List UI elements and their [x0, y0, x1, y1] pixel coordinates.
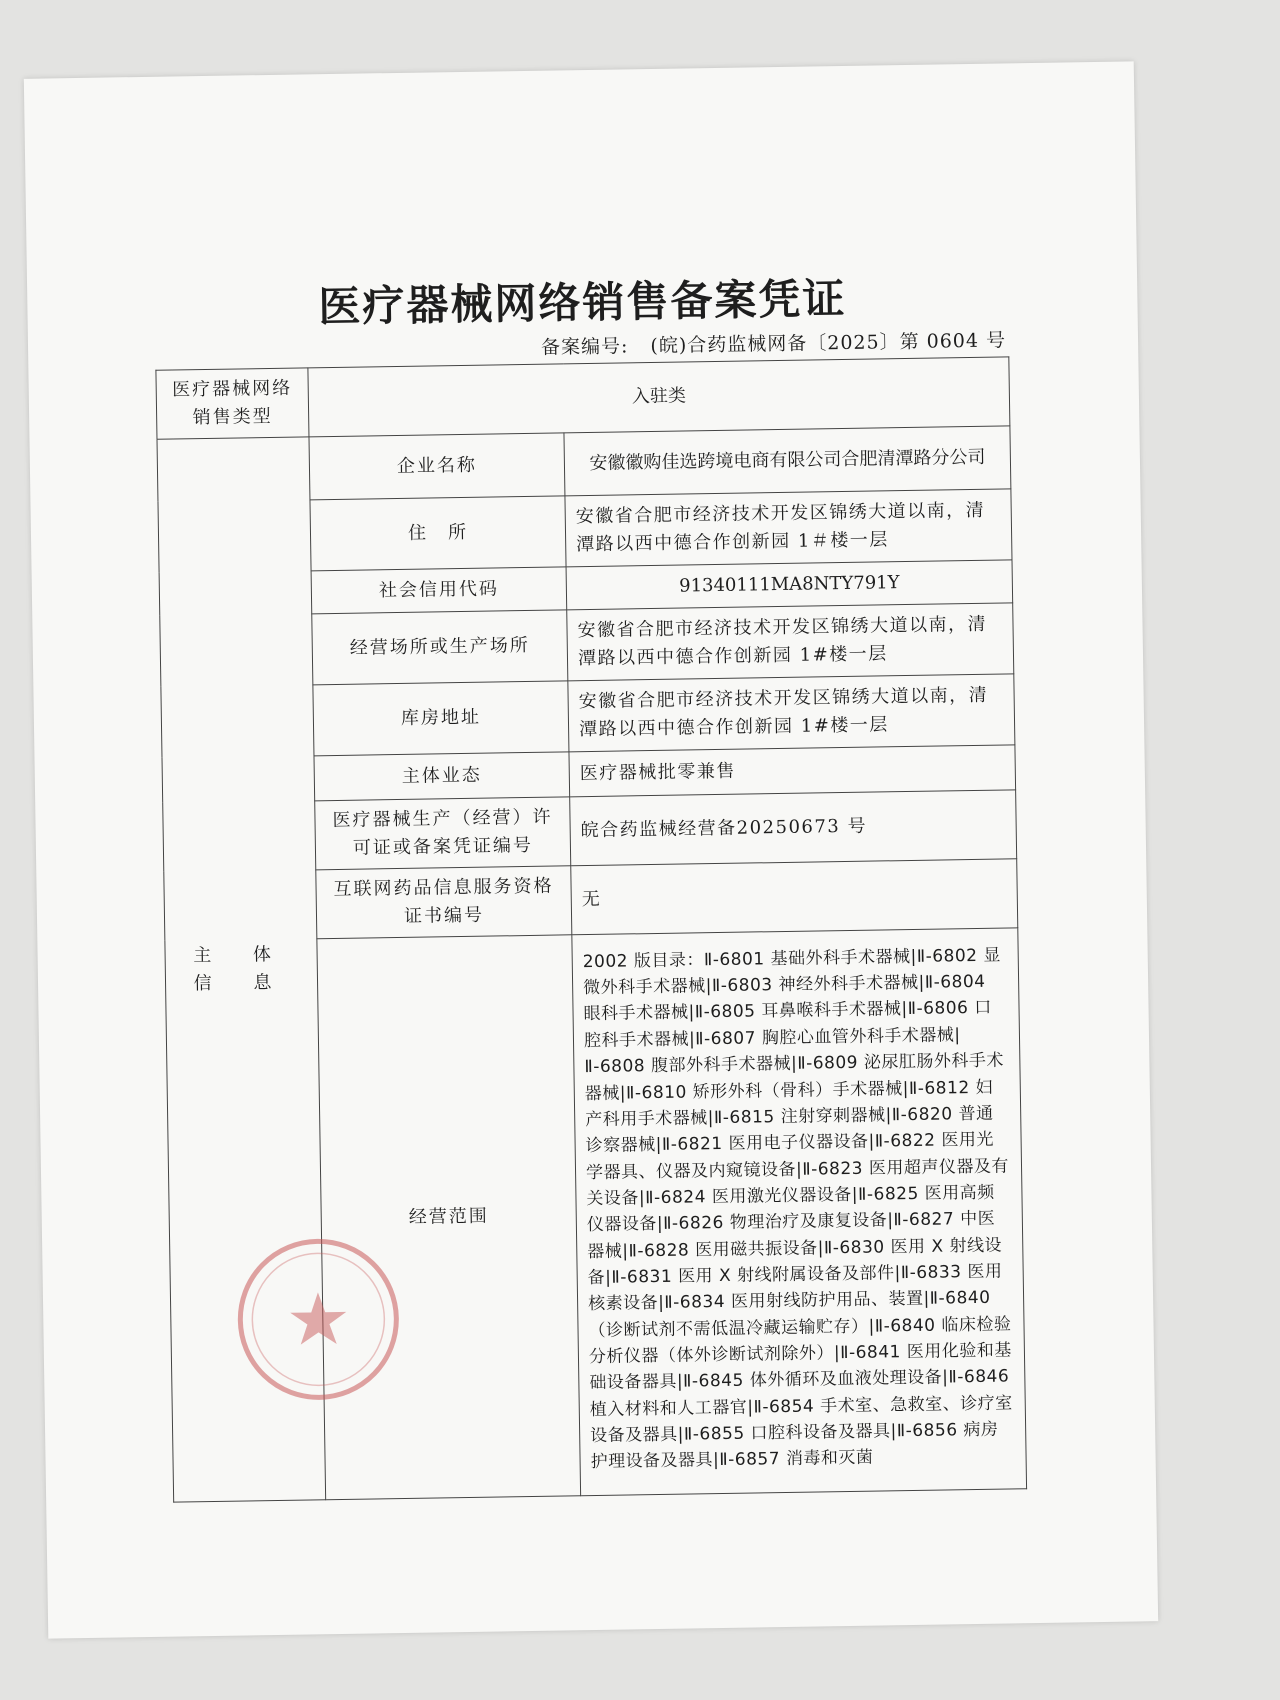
internet-cert-label: 互联网药品信息服务资格证书编号: [316, 866, 572, 939]
sales-type-label: 医疗器械网络销售类型: [156, 368, 309, 439]
business-format-value: 医疗器械批零兼售: [569, 745, 1016, 797]
certificate-paper: [24, 61, 1158, 1638]
business-scope-cell: [572, 928, 1027, 1496]
domicile-value: 安徽省合肥市经济技术开发区锦绣大道以南，清潭路以西中德合作创新园 1＃楼一层: [565, 489, 1012, 567]
company-name-label: 企业名称: [309, 433, 565, 500]
internet-cert-value: 无: [571, 859, 1018, 935]
star-icon: [290, 1292, 347, 1345]
business-scope-label: 经营范围: [317, 935, 581, 1500]
domicile-label: 住 所: [310, 496, 566, 571]
section-label-line1: 主 体: [193, 943, 290, 967]
warehouse-label: 库房地址: [313, 681, 569, 756]
business-scope-value: 2002 版目录：Ⅱ-6801 基础外科手术器械|Ⅱ-6802 显微外科手术器械|Ⅱ-6803 神经外科手术器械|Ⅱ-6804 眼科手术器械|Ⅱ-6805 耳鼻喉科手术器械|Ⅱ-6806 口腔科手术器械|Ⅱ-6807 胸腔心血管外科手术器械|Ⅱ-6808 腹部外科手术器械|Ⅱ-6809 泌尿肛肠外科手术器械|Ⅱ-6810 矫形外科（骨科）手术器械|Ⅱ-6812 妇产科用手术器械|Ⅱ-6815 注射穿刺器械|Ⅱ-6820 普通诊察器械|Ⅱ-6821 医用电子仪器设备|Ⅱ-6822 医用光学器具、仪器及内窥镜设备|Ⅱ-6823 医用超声仪器及有关设备|Ⅱ-6824 医用激光仪器设备|Ⅱ-6825 医用高频仪器设备|Ⅱ-6826 物理治疗及康复设备|Ⅱ-6827 中医器械|Ⅱ-6828 医用磁共振设备|Ⅱ-6830 医用 X 射线设备|Ⅱ-6831 医用 X 射线附属设备及部件|Ⅱ-6833 医用核素设备|Ⅱ-6834 医用射线防护用品、装置|Ⅱ-6840（诊断试剂不需低温冷藏运输贮存）|Ⅱ-6840 临床检验分析仪器（体外诊断试剂除外）|Ⅱ-6841 医用化验和基础设备器具|Ⅱ-6845 体外循环及血液处理设备|Ⅱ-6846 植入材料和人工器官|Ⅱ-6854 手术室、急救室、诊疗室设备及器具|Ⅱ-6855 口腔科设备及器具|Ⅱ-6856 病房护理设备及器具|Ⅱ-6857 消毒和灭菌: [582, 945, 1013, 1473]
credit-code-value: 91340111MA8NTY791Y: [566, 560, 1013, 610]
business-site-label: 经营场所或生产场所: [312, 610, 568, 685]
warehouse-value: 安徽省合肥市经济技术开发区锦绣大道以南，清潭路以西中德合作创新园 1#楼一层: [568, 674, 1015, 752]
business-site-value: 安徽省合肥市经济技术开发区锦绣大道以南，清潭路以西中德合作创新园 1#楼一层: [567, 603, 1014, 681]
document-title: 医疗器械网络销售备案凭证: [318, 273, 847, 332]
filing-number-value: (皖)合药监械网备〔2025〕第 0604 号: [650, 329, 1007, 358]
license-number-value: 皖合药监械经营备20250673 号: [570, 790, 1017, 866]
credit-code-label: 社会信用代码: [311, 567, 567, 614]
business-format-label: 主体业态: [314, 752, 570, 801]
license-number-label: 医疗器械生产（经营）许可证或备案凭证编号: [315, 797, 571, 870]
company-name-value: 安徽徽购佳选跨境电商有限公司合肥清潭路分公司: [564, 426, 1011, 496]
sales-type-value: 入驻类: [308, 357, 1010, 437]
section-label-line2: 信 息: [193, 971, 290, 995]
filing-number-line: [541, 325, 1006, 359]
official-seal: [232, 1233, 405, 1406]
filing-number-label: 备案编号:: [540, 335, 629, 359]
